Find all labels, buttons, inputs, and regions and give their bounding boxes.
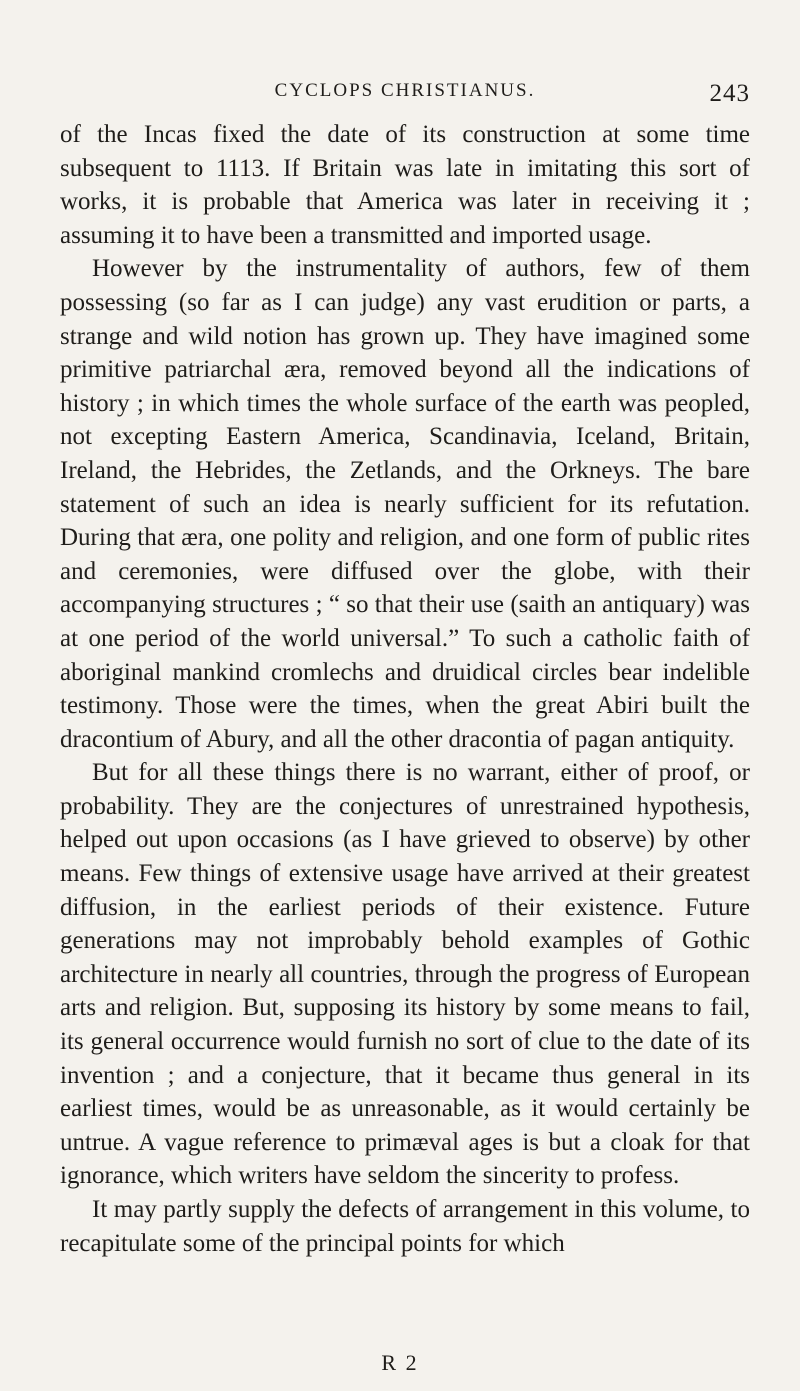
paragraph-no-warrant: But for all these things there is no warrant, either of proof, or probability. They are the conjectures of unrestrained hypothesis, helped out upon occasions (as I have grieved to observe) by other means. Few things of extensive usage have arrived at their greatest diffusion, in the earliest periods of their existence. Future generations may not improbably behold examples of Gothic architecture in nearly all countries, through the progress of European arts and religion. But, supposing its history by some means to fail, its general occurrence would furnish no sort of clue to the date of its invention ; and a conjecture, that it became thus general in its earliest times, would be as unreasonable, as it would certainly be untrue. A vague reference to primæval ages is but a cloak for that ignorance, which writers have seldom the sincerity to profess. [60,759,750,1190]
running-head [60,80,750,110]
running-title: CYCLOPS CHRISTIANUS. [274,80,536,101]
body-text [60,118,750,1260]
paragraph-recapitulate: It may partly supply the defects of arrangement in this volume, to recapitulate some of the principal points for which [60,1196,750,1257]
paragraph-continued: of the Incas fixed the date of its construction at some time subsequent to 1113. If Britain was late in imitating this sort of works, it is probable that America was later in receiving it ; assuming it to have been a transmitted and imported usage. [60,121,750,249]
signature-mark: R 2 [381,1350,419,1375]
page-number: 243 [709,80,750,107]
paragraph-patriarchal-aera: However by the instrumentality of authors, few of them possessing (so far as I can judge) any vast erudition or parts, a strange and wild notion has grown up. They have imagined some primitive patriarchal æra, removed beyond all the indications of history ; in which times the whole surface of the earth was peopled, not excepting Eastern America, Scandinavia, Iceland, Britain, Ireland, the Hebrides, the Zetlands, and the Orkneys. The bare statement of such an idea is nearly sufficient for its refutation. During that æra, one polity and religion, and one form of public rites and ceremonies, were diffused over the globe, with their accompanying structures ; “ so that their use (saith an antiquary) was at one period of the world universal.” To such a catholic faith of aboriginal mankind cromlechs and druidical circles bear indelible testimony. Those were the times, when the great Abiri built the dracontium of Abury, and all the other dracontia of pagan antiquity. [60,255,750,753]
